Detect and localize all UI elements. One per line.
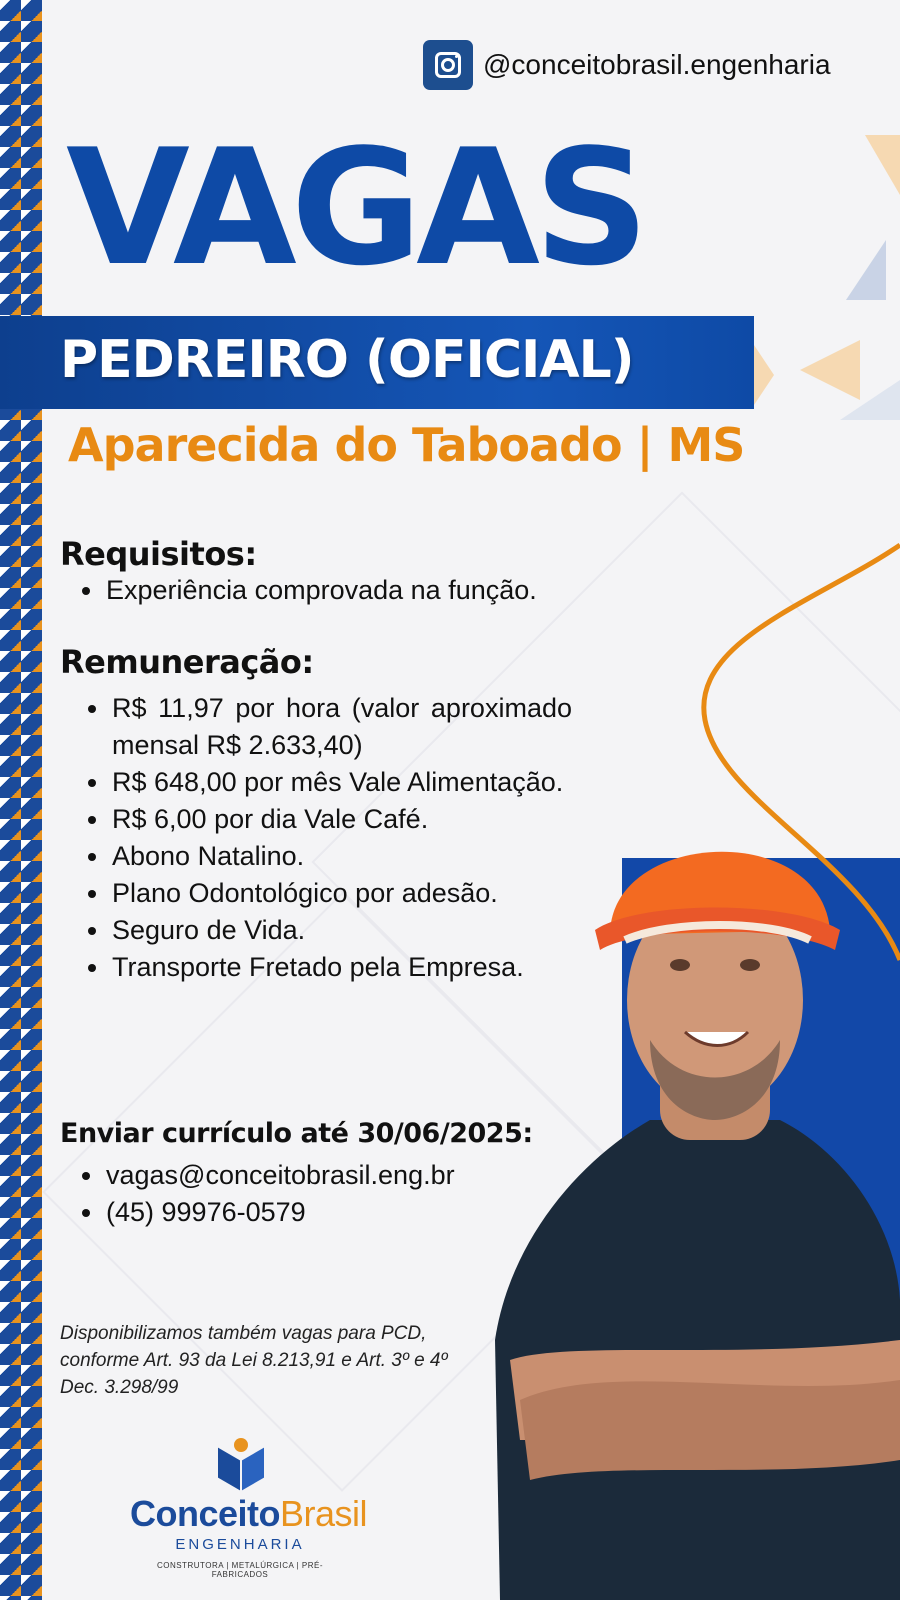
list-item: R$ 11,97 por hora (valor aproximado mensal R$ 2.633,40) [88, 690, 572, 764]
instagram-handle[interactable]: @conceitobrasil.engenharia [483, 49, 831, 80]
logo-name-part2: Brasil [280, 1493, 368, 1534]
apply-heading: Enviar currículo até 30/06/2025: [60, 1118, 533, 1149]
job-location: Aparecida do Taboado | MS [68, 418, 745, 472]
list-item: Seguro de Vida. [88, 912, 572, 949]
list-item: Experiência comprovada na função. [82, 572, 642, 609]
logo-subtitle: ENGENHARIA [175, 1536, 305, 1553]
pay-heading: Remuneração: [60, 643, 314, 681]
phone-link[interactable]: (45) 99976-0579 [82, 1194, 542, 1231]
logo-tagline: CONSTRUTORA | METALÚRGICA | PRÉ-FABRICADOS [156, 1561, 324, 1579]
list-item: Abono Natalino. [88, 838, 572, 875]
email-link[interactable]: vagas@conceitobrasil.eng.br [82, 1157, 542, 1194]
job-role: PEDREIRO (OFICIAL) [60, 330, 634, 390]
pcd-disclaimer: Disponibilizamos também vagas para PCD, conforme Art. 93 da Lei 8.213,91 e Art. 3º e 4º Dec. 3.298/99 [60, 1323, 448, 1398]
page-title: VAGAS [66, 114, 644, 301]
list-item: R$ 648,00 por mês Vale Alimentação. [88, 764, 572, 801]
requirements-heading: Requisitos: [60, 535, 257, 573]
worker-photo [490, 800, 900, 1600]
list-item: R$ 6,00 por dia Vale Café. [88, 801, 572, 838]
list-item: Plano Odontológico por adesão. [88, 875, 572, 912]
logo-name-part1: Conceito [130, 1493, 281, 1534]
list-item: Transporte Fretado pela Empresa. [88, 949, 572, 986]
